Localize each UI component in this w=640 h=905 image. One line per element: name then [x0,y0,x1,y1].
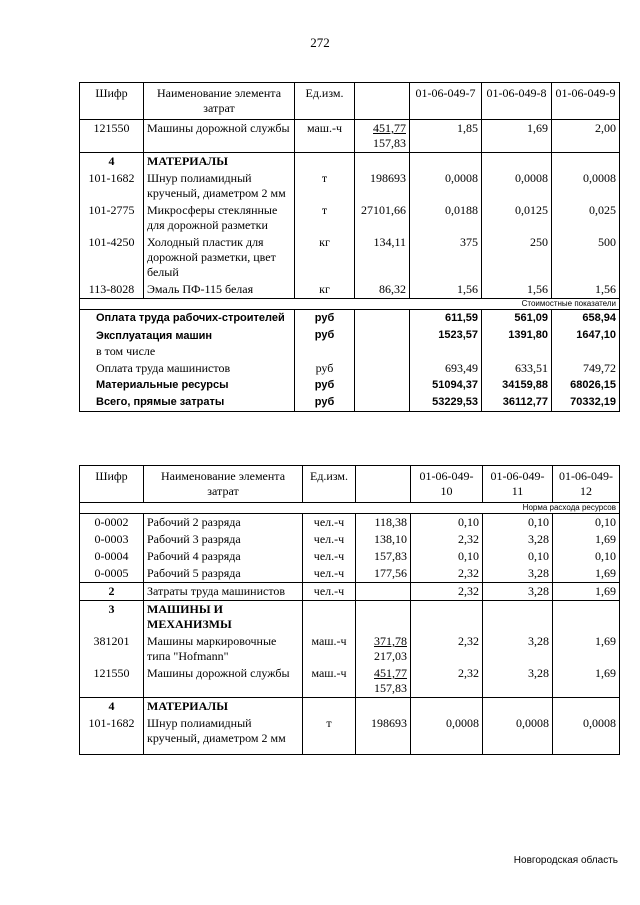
price-bottom: 157,83 [374,681,407,695]
summary-row [80,377,620,394]
section-number: 3 [80,601,144,634]
table-row [80,565,620,583]
row-code: 0-0004 [80,548,144,565]
price-bottom: 217,03 [374,649,407,663]
row-price: 198693 [355,170,410,202]
row-price: 118,38 [356,514,411,532]
band-label: Стоимостные показатели [80,299,620,310]
header-col-2: 01-06-049-8 [482,83,552,120]
row-name: Микросферы стеклянные для дорожной разметки [144,202,295,234]
resource-table-1 [79,82,620,412]
row-name: Эмаль ПФ-115 белая [144,281,295,299]
section-title: МАТЕРИАЛЫ [144,153,295,171]
summary-value-3: 658,94 [552,310,620,328]
row-name: Рабочий 2 разряда [144,514,303,532]
row-unit: чел.-ч [303,514,356,532]
summary-name: Всего, прямые затраты [80,394,295,412]
row-value-1: 0,10 [411,548,483,565]
row-value-1: 0,0188 [410,202,482,234]
summary-value-1: 53229,53 [410,394,482,412]
summary-value-3: 1647,10 [552,327,620,360]
row-value-3: 1,69 [553,583,620,601]
row-value-1: 0,0008 [410,170,482,202]
section-title: МАШИНЫ И МЕХАНИЗМЫ [144,601,303,634]
row-name: Рабочий 5 разряда [144,565,303,583]
row-value-2: 3,28 [483,583,553,601]
row-code: 381201 [80,633,144,665]
header-col-3: 01-06-049-12 [553,466,620,503]
row-value-2: 250 [482,234,552,281]
row-price: 138,10 [356,531,411,548]
row-price: 86,32 [355,281,410,299]
summary-value-1: 1523,57 [410,327,482,360]
row-value-2: 0,10 [483,548,553,565]
header-name: Наименование элемента затрат [144,83,295,120]
summary-row [80,310,620,328]
summary-value-2: 1391,80 [482,327,552,360]
header-unit: Ед.изм. [295,83,355,120]
section-row-operators [80,583,620,601]
row-value-1: 2,32 [411,633,483,665]
page-number: 272 [310,35,330,50]
row-code: 121550 [80,665,144,698]
cost-indicators-band [80,299,620,310]
row-unit: чел.-ч [303,548,356,565]
row-value-3: 1,69 [553,665,620,698]
row-value-1: 2,32 [411,565,483,583]
row-name: Холодный пластик для дорожной разметки, цвет белый [144,234,295,281]
table-row [80,715,620,755]
table-row [80,531,620,548]
row-value-1: 2,32 [411,665,483,698]
row-value-2: 1,56 [482,281,552,299]
row-value-2: 0,0125 [482,202,552,234]
row-unit: чел.-ч [303,565,356,583]
row-name: Рабочий 3 разряда [144,531,303,548]
summary-value-3: 70332,19 [552,394,620,412]
row-name: Шнур полиамидный крученый, диаметром 2 мм [144,715,303,755]
header-code: Шифр [80,466,144,503]
summary-row [80,360,620,377]
footer-region: Новгородская область [513,855,618,866]
row-price: 157,83 [356,548,411,565]
row-code: 0-0003 [80,531,144,548]
row-value-3: 1,56 [552,281,620,299]
row-unit: т [303,715,356,755]
table-row [80,202,620,234]
section-row-machines [80,601,620,634]
row-value-2: 1,69 [482,120,552,153]
row-name: Шнур полиамидный крученый, диаметром 2 мм [144,170,295,202]
row-code: 101-1682 [80,715,144,755]
summary-subnote: в том числе [96,344,156,358]
row-name: Рабочий 4 разряда [144,548,303,565]
header-name: Наименование элемента затрат [144,466,303,503]
table-row [80,120,620,153]
summary-value-2: 633,51 [482,360,552,377]
row-value-3: 0,10 [553,514,620,532]
row-value-2: 0,10 [483,514,553,532]
summary-name-cell [80,327,295,360]
summary-value-1: 611,59 [410,310,482,328]
row-unit: маш.-ч [303,633,356,665]
row-name: Затраты труда машинистов [144,583,303,601]
section-number: 4 [80,153,144,171]
row-price: 134,11 [355,234,410,281]
section-number: 2 [80,583,144,601]
summary-unit: руб [295,360,355,377]
header-price [356,466,411,503]
row-code: 0-0005 [80,565,144,583]
price-top: 451,77 [374,666,407,680]
summary-name: Материальные ресурсы [80,377,295,394]
row-unit: т [295,170,355,202]
row-price: 198693 [356,715,411,755]
row-value-3: 1,69 [553,633,620,665]
row-unit: чел.-ч [303,583,356,601]
row-name: Машины дорожной службы [144,665,303,698]
summary-name: Оплата труда рабочих-строителей [80,310,295,328]
row-value-2: 3,28 [483,565,553,583]
resource-table-2 [79,465,620,755]
resource-norm-band [80,503,620,514]
row-value-3: 2,00 [552,120,620,153]
table-row [80,281,620,299]
row-value-1: 0,10 [411,514,483,532]
summary-unit: руб [295,310,355,328]
row-code: 0-0002 [80,514,144,532]
header-col-2: 01-06-049-11 [483,466,553,503]
header-price [355,83,410,120]
row-unit: кг [295,234,355,281]
header-unit: Ед.изм. [303,466,356,503]
row-code: 121550 [80,120,144,153]
header-col-1: 01-06-049-7 [410,83,482,120]
row-unit: чел.-ч [303,531,356,548]
row-value-3: 0,025 [552,202,620,234]
summary-unit: руб [295,377,355,394]
row-unit: маш.-ч [303,665,356,698]
row-unit: т [295,202,355,234]
table-row [80,633,620,665]
row-value-3: 0,0008 [553,715,620,755]
table-row [80,170,620,202]
header-code: Шифр [80,83,144,120]
row-value-3: 0,0008 [552,170,620,202]
row-code: 101-4250 [80,234,144,281]
row-price: 27101,66 [355,202,410,234]
row-value-3: 1,69 [553,565,620,583]
row-name: Машины дорожной службы [144,120,295,153]
row-value-2: 3,28 [483,531,553,548]
summary-name: Оплата труда машинистов [80,360,295,377]
row-value-3: 1,69 [553,531,620,548]
row-price [355,120,410,153]
header-col-1: 01-06-049-10 [411,466,483,503]
summary-row [80,394,620,412]
row-value-2: 0,0008 [482,170,552,202]
row-value-1: 1,85 [410,120,482,153]
summary-value-1: 51094,37 [410,377,482,394]
summary-value-2: 34159,88 [482,377,552,394]
row-value-1: 0,0008 [411,715,483,755]
summary-name: Эксплуатация машин [96,330,213,342]
table-row [80,514,620,532]
row-value-3: 0,10 [553,548,620,565]
row-value-2: 3,28 [483,633,553,665]
summary-unit: руб [295,327,355,360]
summary-row [80,327,620,360]
section-row-materials [80,153,620,171]
row-value-2: 3,28 [483,665,553,698]
row-value-1: 1,56 [410,281,482,299]
row-unit: маш.-ч [295,120,355,153]
row-code: 101-2775 [80,202,144,234]
table-header [80,466,620,503]
row-price: 177,56 [356,565,411,583]
summary-value-2: 36112,77 [482,394,552,412]
header-col-3: 01-06-049-9 [552,83,620,120]
row-value-2: 0,0008 [483,715,553,755]
table-header [80,83,620,120]
table-row [80,548,620,565]
row-price [356,633,411,665]
summary-value-3: 749,72 [552,360,620,377]
row-value-3: 500 [552,234,620,281]
section-number: 4 [80,698,144,716]
row-value-1: 2,32 [411,583,483,601]
band-label: Норма расхода ресурсов [80,503,620,514]
row-code: 113-8028 [80,281,144,299]
price-bottom: 157,83 [373,136,406,150]
summary-value-3: 68026,15 [552,377,620,394]
summary-unit: руб [295,394,355,412]
table-row [80,665,620,698]
row-code: 101-1682 [80,170,144,202]
table-row [80,234,620,281]
row-price [356,665,411,698]
section-row-materials [80,698,620,716]
price-top: 371,78 [374,634,407,648]
price-top: 451,77 [373,121,406,135]
row-name: Машины маркировочные типа "Hofmann" [144,633,303,665]
summary-value-1: 693,49 [410,360,482,377]
summary-value-2: 561,09 [482,310,552,328]
row-unit: кг [295,281,355,299]
section-title: МАТЕРИАЛЫ [144,698,303,716]
row-value-1: 2,32 [411,531,483,548]
row-value-1: 375 [410,234,482,281]
